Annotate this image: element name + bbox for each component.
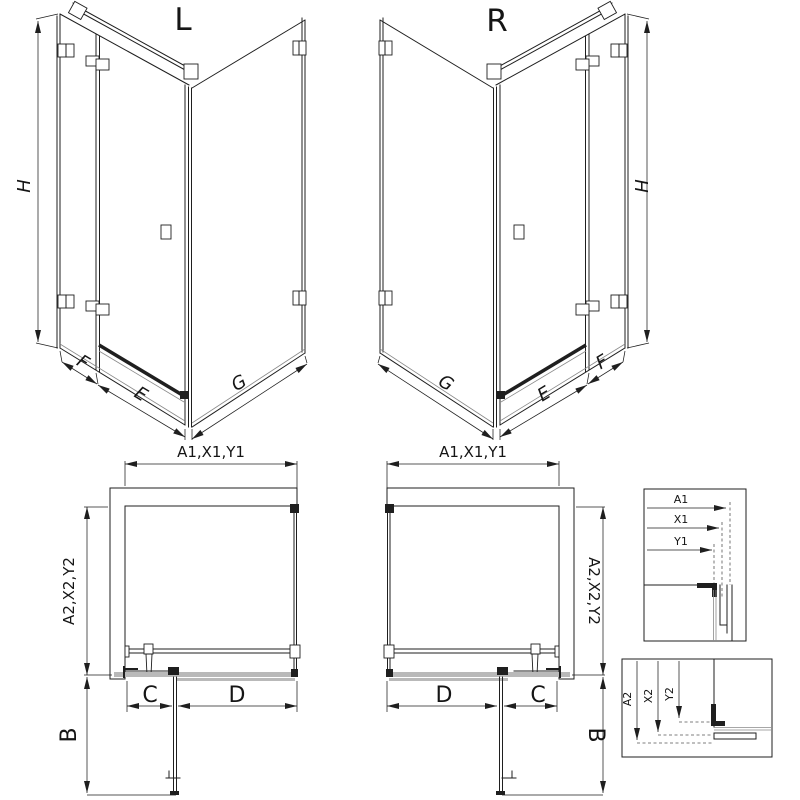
dim-label-d-right: D xyxy=(435,683,453,708)
walls-hatched xyxy=(110,488,297,679)
view-title-right: R xyxy=(486,3,508,39)
dimension-top xyxy=(125,443,297,504)
detail-box-vertical xyxy=(621,659,772,757)
dim-label-d-left: D xyxy=(228,683,246,708)
dimension-f-e xyxy=(500,350,625,440)
dim-label-a2x2y2-right: A2,X2,Y2 xyxy=(585,557,603,625)
iso-view-right xyxy=(378,1,651,440)
bar-corner-connector xyxy=(487,64,501,79)
bar-wall-mount xyxy=(598,1,617,19)
door-handle xyxy=(514,225,524,239)
dim-label-a1x1y1-left: A1,X1,Y1 xyxy=(177,443,245,461)
dimension-b xyxy=(502,675,608,795)
dim-label-c-right: C xyxy=(530,683,546,708)
wall-profile-section xyxy=(711,704,771,739)
bar-wall-mount xyxy=(68,1,87,19)
dimension-top xyxy=(387,443,559,504)
dimension-g xyxy=(378,356,493,440)
dimension-side xyxy=(60,507,108,675)
detail-label-x1: X1 xyxy=(673,513,689,526)
dimension-h xyxy=(14,14,58,348)
dim-label-a1x1y1-right: A1,X1,Y1 xyxy=(439,443,507,461)
glass-panels xyxy=(380,14,628,427)
door-hinges xyxy=(86,56,109,315)
view-title-left: L xyxy=(174,2,192,38)
detail-label-x2: X2 xyxy=(642,688,655,704)
detail-frame xyxy=(644,489,746,641)
detail-box-horizontal xyxy=(644,489,746,641)
door-handle-plan xyxy=(502,771,516,778)
dimension-h xyxy=(627,14,651,348)
iso-view-left xyxy=(14,1,307,440)
dim-label-c-left: C xyxy=(142,683,158,708)
detail-label-a1: A1 xyxy=(673,493,689,506)
glass-panels xyxy=(57,14,305,427)
dimension-side xyxy=(576,507,605,675)
plan-view-right xyxy=(384,443,608,795)
dimension-f-e xyxy=(60,351,185,440)
dim-label-f-right: F xyxy=(592,350,613,374)
door-handle xyxy=(161,225,171,239)
dim-label-g-right: G xyxy=(434,370,458,396)
door-open-plan xyxy=(166,667,180,795)
stabilizer-bar-plan xyxy=(125,644,300,675)
dim-label-h-left: H xyxy=(14,179,35,193)
dim-label-b-left: B xyxy=(57,727,82,743)
dim-label-h-right: H xyxy=(630,179,651,193)
sill-plan xyxy=(114,667,298,681)
dim-label-e-right: E xyxy=(533,382,555,407)
dim-label-f-left: F xyxy=(72,350,93,374)
stabilizer-bar-plan xyxy=(384,644,559,675)
door-hinges xyxy=(576,56,599,315)
dimension-c-d xyxy=(127,681,297,712)
sill-plan xyxy=(386,667,570,681)
door-open-plan xyxy=(496,667,516,795)
dimension-g xyxy=(192,356,307,440)
walls-hatched xyxy=(387,488,574,679)
detail-label-a2: A2 xyxy=(621,691,634,707)
dim-label-g-left: G xyxy=(227,370,251,396)
dimension-b xyxy=(57,675,176,795)
detail-frame xyxy=(622,659,772,757)
detail-label-y2: Y2 xyxy=(663,687,676,701)
detail-label-y1: Y1 xyxy=(674,535,688,548)
dim-label-a2x2y2-left: A2,X2,Y2 xyxy=(60,557,78,625)
wall-profile-section xyxy=(644,583,732,641)
dimension-c-d xyxy=(387,681,557,712)
plan-view-left xyxy=(57,443,300,795)
dim-label-b-right: B xyxy=(583,727,608,743)
dim-label-e-left: E xyxy=(130,382,152,407)
bar-corner-connector xyxy=(184,64,198,79)
